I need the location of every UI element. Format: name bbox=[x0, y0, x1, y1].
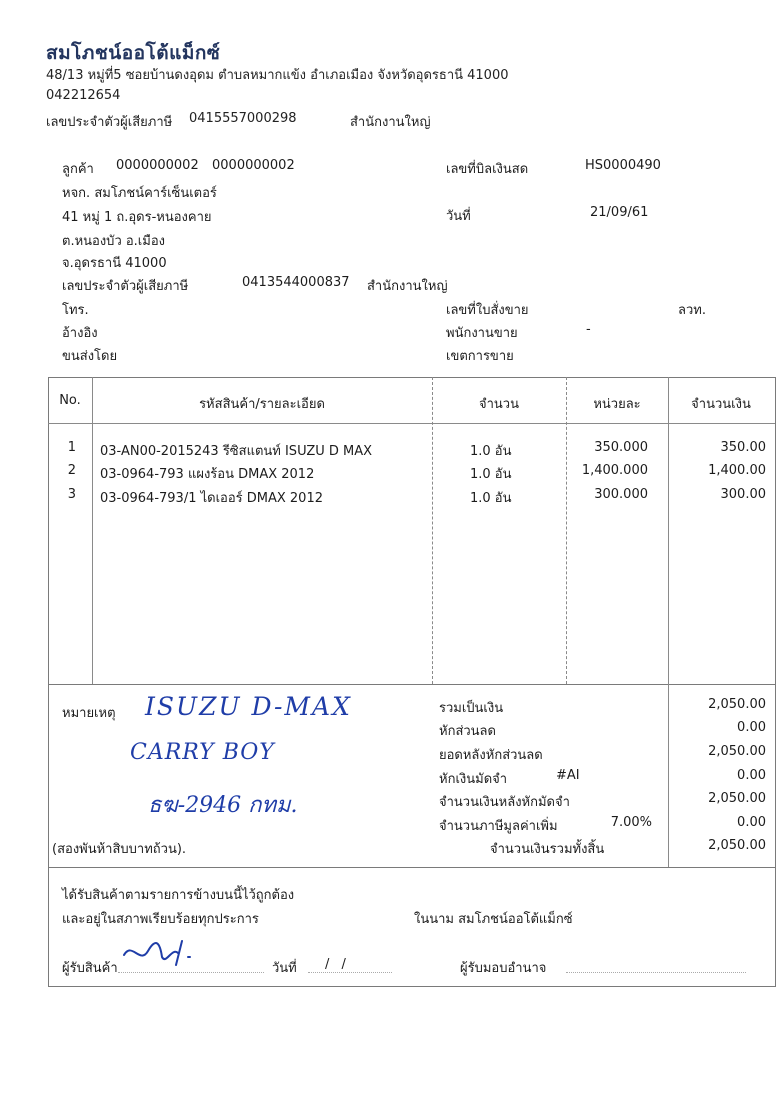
notes-label: หมายเหตุ bbox=[62, 706, 116, 721]
receiver-label: ผู้รับสินค้า bbox=[62, 961, 118, 976]
col-header-no: No. bbox=[59, 393, 81, 408]
order-no-value: ลวท. bbox=[678, 303, 706, 318]
order-no-label: เลขที่ใบสั่งขาย bbox=[446, 303, 529, 318]
col-divider-4 bbox=[668, 377, 669, 684]
bill-no: HS0000490 bbox=[585, 158, 661, 173]
company-phone: 042212654 bbox=[46, 88, 121, 103]
handwritten-note-1: ISUZU D-MAX bbox=[145, 692, 352, 721]
customer-addr-3: จ.อุดรธานี 41000 bbox=[62, 256, 167, 271]
company-name: สมโภชน์ออโต้แม็กซ์ bbox=[46, 42, 221, 64]
row-unit-price: 300.000 bbox=[594, 487, 648, 502]
row-no: 2 bbox=[67, 463, 76, 478]
company-branch: สำนักงานใหญ่ bbox=[350, 115, 431, 130]
total-value: 2,050.00 bbox=[708, 697, 766, 712]
customer-ref-label: อ้างอิง bbox=[62, 326, 98, 341]
customer-branch: สำนักงานใหญ่ bbox=[367, 279, 448, 294]
vat-rate: 7.00% bbox=[610, 815, 652, 830]
handwritten-note-2: CARRY BOY bbox=[130, 740, 275, 765]
row-desc: 03-0964-793/1 ไดเออร์ DMAX 2012 bbox=[100, 491, 323, 506]
salesman-label: พนักงานขาย bbox=[446, 326, 518, 341]
discount-value: 0.00 bbox=[737, 720, 766, 735]
company-address: 48/13 หมู่ที่5 ซอยบ้านดงอุดม ตำบลหมากแข้ง อำเภอเมือง จังหวัดอุดรธานี 41000 bbox=[46, 68, 509, 83]
authorized-sign-line bbox=[566, 972, 746, 973]
receive-date-line bbox=[308, 972, 392, 973]
customer-tax-label: เลขประจำตัวผู้เสียภาษี bbox=[62, 279, 189, 294]
customer-tax-id: 0413544000837 bbox=[242, 275, 350, 290]
row-unit-price: 1,400.000 bbox=[581, 463, 648, 478]
deposit-code: #AI bbox=[556, 768, 580, 783]
col-header-desc: รหัสสินค้า/รายละเอียด bbox=[199, 397, 325, 412]
customer-name: หจก. สมโภชน์คาร์เซ็นเตอร์ bbox=[62, 186, 217, 201]
col-header-qty: จำนวน bbox=[479, 397, 519, 412]
salesman-value: - bbox=[586, 322, 591, 337]
vat-label: จำนวนภาษีมูลค่าเพิ่ม bbox=[439, 819, 558, 834]
col-header-unit-price: หน่วยละ bbox=[593, 397, 641, 412]
grand-total-value: 2,050.00 bbox=[708, 838, 766, 853]
grand-total-label: จำนวนเงินรวมทั้งสิ้น bbox=[490, 842, 605, 857]
discount-label: หักส่วนลด bbox=[439, 724, 496, 739]
sales-zone-label: เขตการขาย bbox=[446, 349, 514, 364]
col-divider-2 bbox=[432, 377, 433, 684]
customer-phone-label: โทร. bbox=[62, 303, 89, 318]
customer-label: ลูกค้า bbox=[62, 162, 94, 177]
row-qty: 1.0 อัน bbox=[470, 491, 512, 506]
row-amount: 1,400.00 bbox=[708, 463, 766, 478]
after-discount-label: ยอดหลังหักส่วนลด bbox=[439, 748, 543, 763]
on-behalf-of: ในนาม สมโภชน์ออโต้แม็กซ์ bbox=[414, 912, 573, 927]
row-desc: 03-0964-793 แผงร้อน DMAX 2012 bbox=[100, 467, 315, 482]
items-header-divider bbox=[48, 423, 775, 424]
deposit-label: หักเงินมัดจำ bbox=[439, 772, 508, 787]
after-deposit-value: 2,050.00 bbox=[708, 791, 766, 806]
col-divider-1 bbox=[92, 377, 93, 684]
invoice-date: 21/09/61 bbox=[590, 205, 649, 220]
date-label: วันที่ bbox=[446, 209, 471, 224]
company-tax-id: 0415557000298 bbox=[189, 111, 297, 126]
handwritten-note-3: ธฆ-2946 กทม. bbox=[148, 793, 298, 818]
row-no: 3 bbox=[67, 487, 76, 502]
amount-in-words: (สองพันห้าสิบบาทถ้วน). bbox=[52, 842, 187, 857]
row-qty: 1.0 อัน bbox=[470, 444, 512, 459]
company-tax-label: เลขประจำตัวผู้เสียภาษี bbox=[46, 115, 173, 130]
col-divider-3 bbox=[566, 377, 567, 684]
customer-code-2: 0000000002 bbox=[212, 158, 295, 173]
row-amount: 350.00 bbox=[720, 440, 766, 455]
authorized-label: ผู้รับมอบอำนาจ bbox=[460, 961, 547, 976]
after-discount-value: 2,050.00 bbox=[708, 744, 766, 759]
receiver-signature-icon bbox=[118, 935, 208, 975]
vat-value: 0.00 bbox=[737, 815, 766, 830]
total-label: รวมเป็นเงิน bbox=[439, 701, 504, 716]
row-qty: 1.0 อัน bbox=[470, 467, 512, 482]
footer-line-2: และอยู่ในสภาพเรียบร้อยทุกประการ bbox=[62, 912, 259, 927]
customer-addr-1: 41 หมู่ 1 ถ.อุดร-หนองคาย bbox=[62, 210, 212, 225]
footer-line-1: ได้รับสินค้าตามรายการข้างบนนี้ไว้ถูกต้อง bbox=[62, 888, 295, 903]
after-deposit-label: จำนวนเงินหลังหักมัดจำ bbox=[439, 795, 570, 810]
receive-date-label: วันที่ bbox=[272, 961, 297, 976]
customer-code-1: 0000000002 bbox=[116, 158, 199, 173]
deposit-value: 0.00 bbox=[737, 768, 766, 783]
col-header-amount: จำนวนเงิน bbox=[691, 397, 751, 412]
customer-ship-label: ขนส่งโดย bbox=[62, 349, 118, 364]
row-no: 1 bbox=[67, 440, 76, 455]
row-unit-price: 350.000 bbox=[594, 440, 648, 455]
row-desc: 03-AN00-2015243 รีซิสแตนท์ ISUZU D MAX bbox=[100, 444, 373, 459]
customer-addr-2: ต.หนองบัว อ.เมือง bbox=[62, 234, 165, 249]
bill-no-label: เลขที่บิลเงินสด bbox=[446, 162, 529, 177]
receive-date-blank: / / bbox=[325, 957, 350, 972]
row-amount: 300.00 bbox=[720, 487, 766, 502]
